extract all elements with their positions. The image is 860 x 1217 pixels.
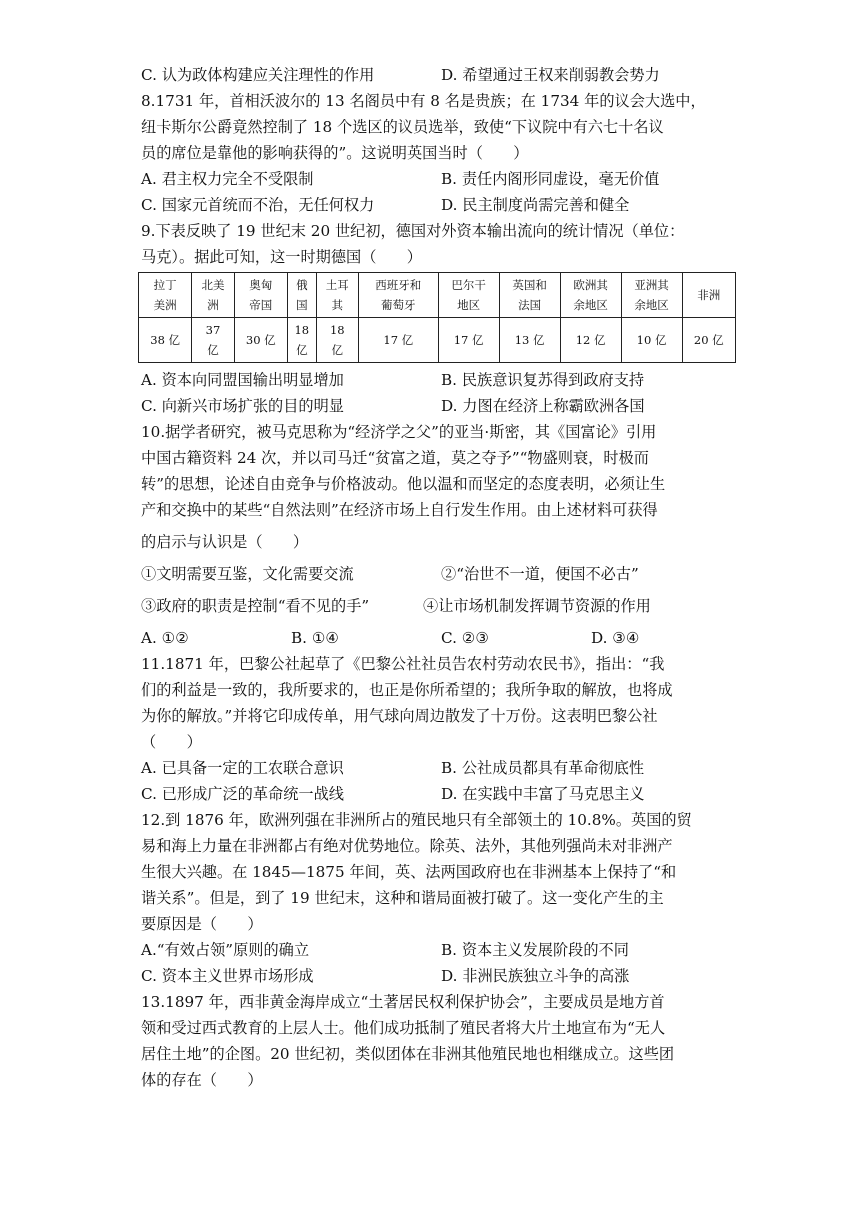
question-13-line: 体的存在（ ） — [141, 1071, 263, 1089]
table-cell: 20 亿 — [682, 318, 735, 363]
q11-option-c[interactable]: C. 已形成广泛的革命统一战线 — [141, 785, 344, 803]
question-11-line: 11.1871 年，巴黎公社起草了《巴黎公社社员告农村劳动农民书》，指出：“我 — [141, 655, 665, 673]
q11-option-d[interactable]: D. 在实践中丰富了马克思主义 — [441, 785, 645, 803]
capital-export-table — [138, 272, 736, 363]
table-header-cell: 奥匈 帝国 — [234, 273, 287, 318]
exam-page — [141, 62, 741, 1093]
table-cell: 17 亿 — [438, 318, 499, 363]
q8-option-c[interactable]: C. 国家元首统而不治，无任何权力 — [141, 196, 375, 214]
q8-option-b[interactable]: B. 责任内阁形同虚设，毫无价值 — [441, 170, 660, 188]
question-10-line: 中国古籍资料 24 次，并以司马迁“贫富之道，莫之夺予”“物盛则衰，时极而 — [141, 449, 649, 467]
q9-option-c[interactable]: C. 向新兴市场扩张的目的明显 — [141, 397, 344, 415]
q12-option-d[interactable]: D. 非洲民族独立斗争的高涨 — [441, 967, 630, 985]
q12-option-a[interactable]: A.“有效占领”原则的确立 — [141, 941, 310, 959]
table-header-cell: 土耳 其 — [316, 273, 358, 318]
q10-item-3: ③政府的职责是控制“看不见的手” — [141, 597, 370, 615]
q10-item-1: ①文明需要互鉴，文化需要交流 — [141, 565, 354, 583]
table-cell: 18 亿 — [316, 318, 358, 363]
q7-option-d[interactable]: D. 希望通过王权来削弱教会势力 — [441, 66, 660, 84]
q10-item-4: ④让市场机制发挥调节资源的作用 — [423, 597, 651, 615]
q9-option-d[interactable]: D. 力图在经济上称霸欧洲各国 — [441, 397, 645, 415]
q7-options — [141, 62, 741, 88]
table-cell: 30 亿 — [234, 318, 287, 363]
question-10-line: 转”的思想，论述自由竞争与价格波动。他以温和而坚定的态度表明，必须让生 — [141, 475, 666, 493]
table-header-cell: 俄 国 — [287, 273, 316, 318]
question-8 — [141, 88, 741, 218]
q8-option-d[interactable]: D. 民主制度尚需完善和健全 — [441, 196, 630, 214]
table-header-cell: 亚洲其 余地区 — [621, 273, 682, 318]
table-header-cell: 西班牙和 葡萄牙 — [358, 273, 438, 318]
q8-option-a[interactable]: A. 君主权力完全不受限制 — [141, 170, 314, 188]
q12-option-b[interactable]: B. 资本主义发展阶段的不同 — [441, 941, 629, 959]
question-11-line: （ ） — [141, 733, 202, 751]
q10-option-c[interactable]: C. ②③ — [441, 629, 489, 647]
table-header-row — [139, 273, 736, 318]
q10-option-b[interactable]: B. ①④ — [291, 629, 340, 647]
question-9 — [141, 218, 741, 419]
q7-option-c[interactable]: C. 认为政体构建应关注理性的作用 — [141, 66, 375, 84]
table-header-cell: 欧洲其 余地区 — [560, 273, 621, 318]
q9-option-b[interactable]: B. 民族意识复苏得到政府支持 — [441, 371, 645, 389]
table-header-cell: 北美 洲 — [192, 273, 234, 318]
table-cell: 17 亿 — [358, 318, 438, 363]
question-13-line: 领和受过西式教育的上层人士。他们成功抵制了殖民者将大片土地宣布为“无人 — [141, 1019, 666, 1037]
question-12 — [141, 807, 741, 989]
table-cell: 13 亿 — [499, 318, 560, 363]
question-10-line: 产和交换中的某些“自然法则”在经济市场上自行发生作用。由上述材料可获得 — [141, 501, 658, 519]
q9-option-a[interactable]: A. 资本向同盟国输出明显增加 — [141, 371, 344, 389]
q10-item-2: ②“治世不一道，便国不必古” — [441, 565, 639, 583]
question-12-line: 谐关系”。但是，到了 19 世纪末，这种和谐局面被打破了。这一变化产生的主 — [141, 889, 664, 907]
question-11-line: 们的利益是一致的，我所要求的，也正是你所希望的；我所争取的解放，也将成 — [141, 681, 673, 699]
table-cell: 18 亿 — [287, 318, 316, 363]
table-header-cell: 非洲 — [682, 273, 735, 318]
question-12-line: 生很大兴趣。在 1845—1875 年间，英、法两国政府也在非洲基本上保持了“和 — [141, 863, 677, 881]
question-8-line: 纽卡斯尔公爵竟然控制了 18 个选区的议员选举，致使“下议院中有六七十名议 — [141, 118, 664, 136]
question-10-line: 10.据学者研究，被马克思称为“经济学之父”的亚当·斯密，其《国富论》引用 — [141, 423, 657, 441]
table-cell: 12 亿 — [560, 318, 621, 363]
q12-option-c[interactable]: C. 资本主义世界市场形成 — [141, 967, 314, 985]
table-header-cell: 英国和 法国 — [499, 273, 560, 318]
table-cell: 10 亿 — [621, 318, 682, 363]
q11-option-a[interactable]: A. 已具备一定的工农联合意识 — [141, 759, 344, 777]
question-8-line: 员的席位是靠他的影响获得的”。这说明英国当时（ ） — [141, 144, 529, 162]
question-12-line: 要原因是（ ） — [141, 915, 263, 933]
question-11-line: 为你的解放。”并将它印成传单，用气球向周边散发了十万份。这表明巴黎公社 — [141, 707, 658, 725]
question-9-line: 9.下表反映了 19 世纪末 20 世纪初，德国对外资本输出流向的统计情况（单位： — [141, 222, 685, 240]
question-12-line: 易和海上力量在非洲都占有绝对优势地位。除英、法外，其他列强尚未对非洲产 — [141, 837, 673, 855]
question-11 — [141, 651, 741, 807]
question-13 — [141, 989, 741, 1093]
table-header-cell: 巴尔干 地区 — [438, 273, 499, 318]
table-cell: 38 亿 — [139, 318, 192, 363]
q10-option-a[interactable]: A. ①② — [141, 629, 189, 647]
table-cell: 37 亿 — [192, 318, 234, 363]
question-10-line: 的启示与认识是（ ） — [141, 533, 309, 551]
table-value-row — [139, 318, 736, 363]
question-8-line: 8.1731 年，首相沃波尔的 13 名阁员中有 8 名是贵族；在 1734 年的议会大选中， — [141, 92, 706, 110]
question-12-line: 12.到 1876 年，欧洲列强在非洲所占的殖民地只有全部领土的 10.8%。英国的贸 — [141, 811, 692, 829]
question-13-line: 13.1897 年，西非黄金海岸成立“土著居民权利保护协会”，主要成员是地方首 — [141, 993, 665, 1011]
question-13-line: 居住土地”的企图。20 世纪初，类似团体在非洲其他殖民地也相继成立。这些团 — [141, 1045, 675, 1063]
q10-option-d[interactable]: D. ③④ — [591, 629, 640, 647]
question-9-line: 马克）。据此可知，这一时期德国（ ） — [141, 248, 422, 266]
table-header-cell: 拉丁 美洲 — [139, 273, 192, 318]
question-10 — [141, 419, 741, 651]
q11-option-b[interactable]: B. 公社成员都具有革命彻底性 — [441, 759, 645, 777]
